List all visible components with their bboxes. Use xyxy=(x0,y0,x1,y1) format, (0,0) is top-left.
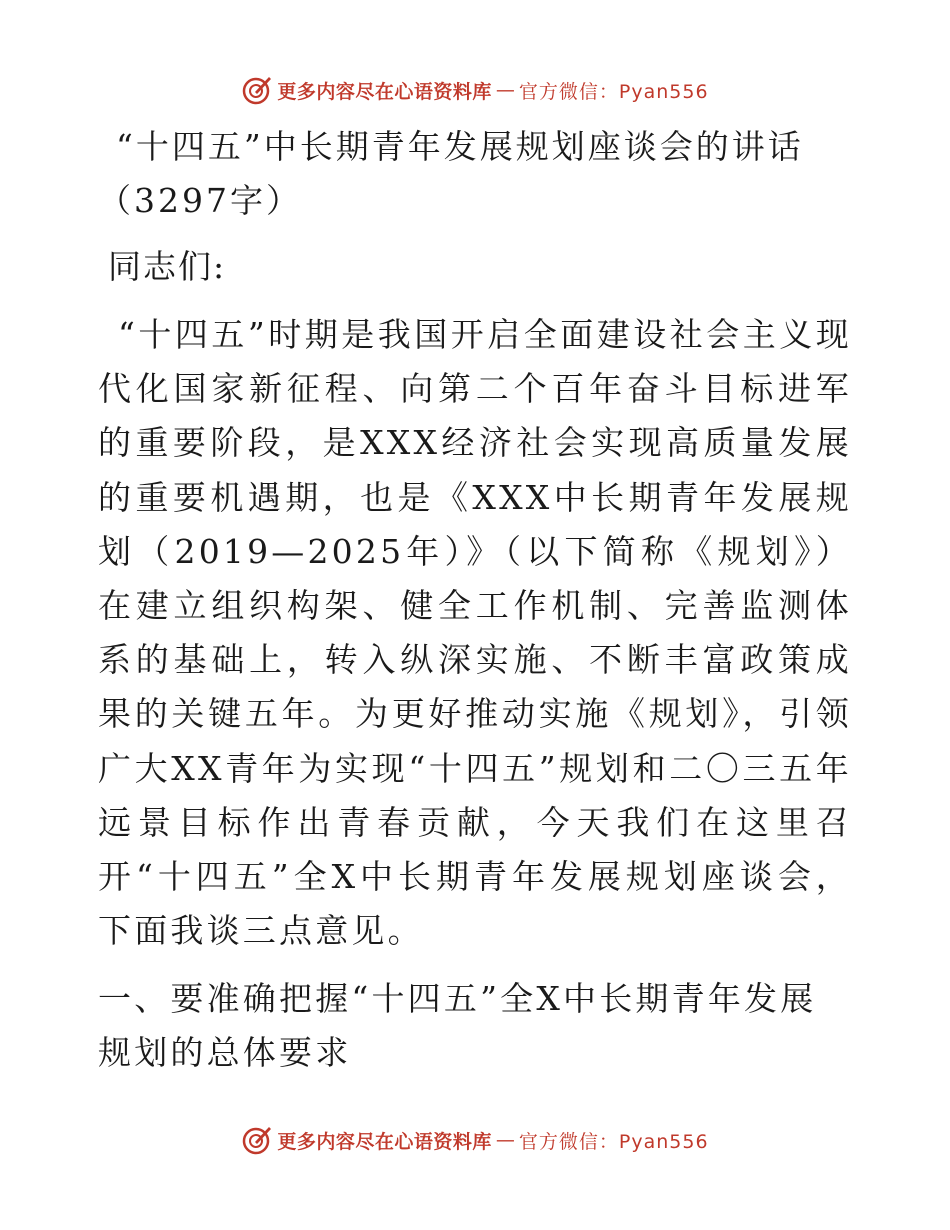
word-count: （3297字） xyxy=(98,181,302,220)
watermark-separator: — xyxy=(495,79,515,101)
watermark-brand-text: 更多内容尽在心语资料库 xyxy=(277,1130,492,1153)
watermark-separator: — xyxy=(495,1129,515,1151)
section-1-heading: 一、要准确把握“十四五”全X中长期青年发展规划的总体要求 xyxy=(98,979,817,1073)
quill-pen-icon xyxy=(241,1124,273,1156)
greeting: 同志们: xyxy=(108,247,227,286)
watermark-brand xyxy=(241,74,708,106)
document-title: “十四五”中长期青年发展规划座谈会的讲话 xyxy=(116,127,804,166)
footer-watermark xyxy=(0,1122,950,1158)
watermark-contact: 官方微信：Pyan556 xyxy=(518,80,709,103)
header-watermark xyxy=(0,72,950,108)
watermark-brand xyxy=(241,1124,708,1156)
paragraph-1 xyxy=(98,308,852,958)
paragraph-1-text: “十四五”时期是我国开启全面建设社会主义现代化国家新征程、向第二个百年奋斗目标进军的重要阶段，是XXX经济社会实现高质量发展的重要机遇期，也是《XXX中长期青年发展规划（2019—2025年）》（以下简称《规划》）在建立组织构架、健全工作机制、完善监测体系的基础上，转入纵深实施、不断丰富政策成果的关键五年。为更好推动实施《规划》，引领广大XX青年为实现“十四五”规划和二〇三五年远景目标作出青春贡献，今天我们在这里召开“十四五”全X中长期青年发展规划座谈会，下面我谈三点意见。 xyxy=(98,315,852,951)
watermark-contact: 官方微信：Pyan556 xyxy=(518,1130,709,1153)
document-body xyxy=(98,120,852,1080)
quill-pen-icon xyxy=(241,74,273,106)
watermark-brand-text: 更多内容尽在心语资料库 xyxy=(277,80,492,103)
